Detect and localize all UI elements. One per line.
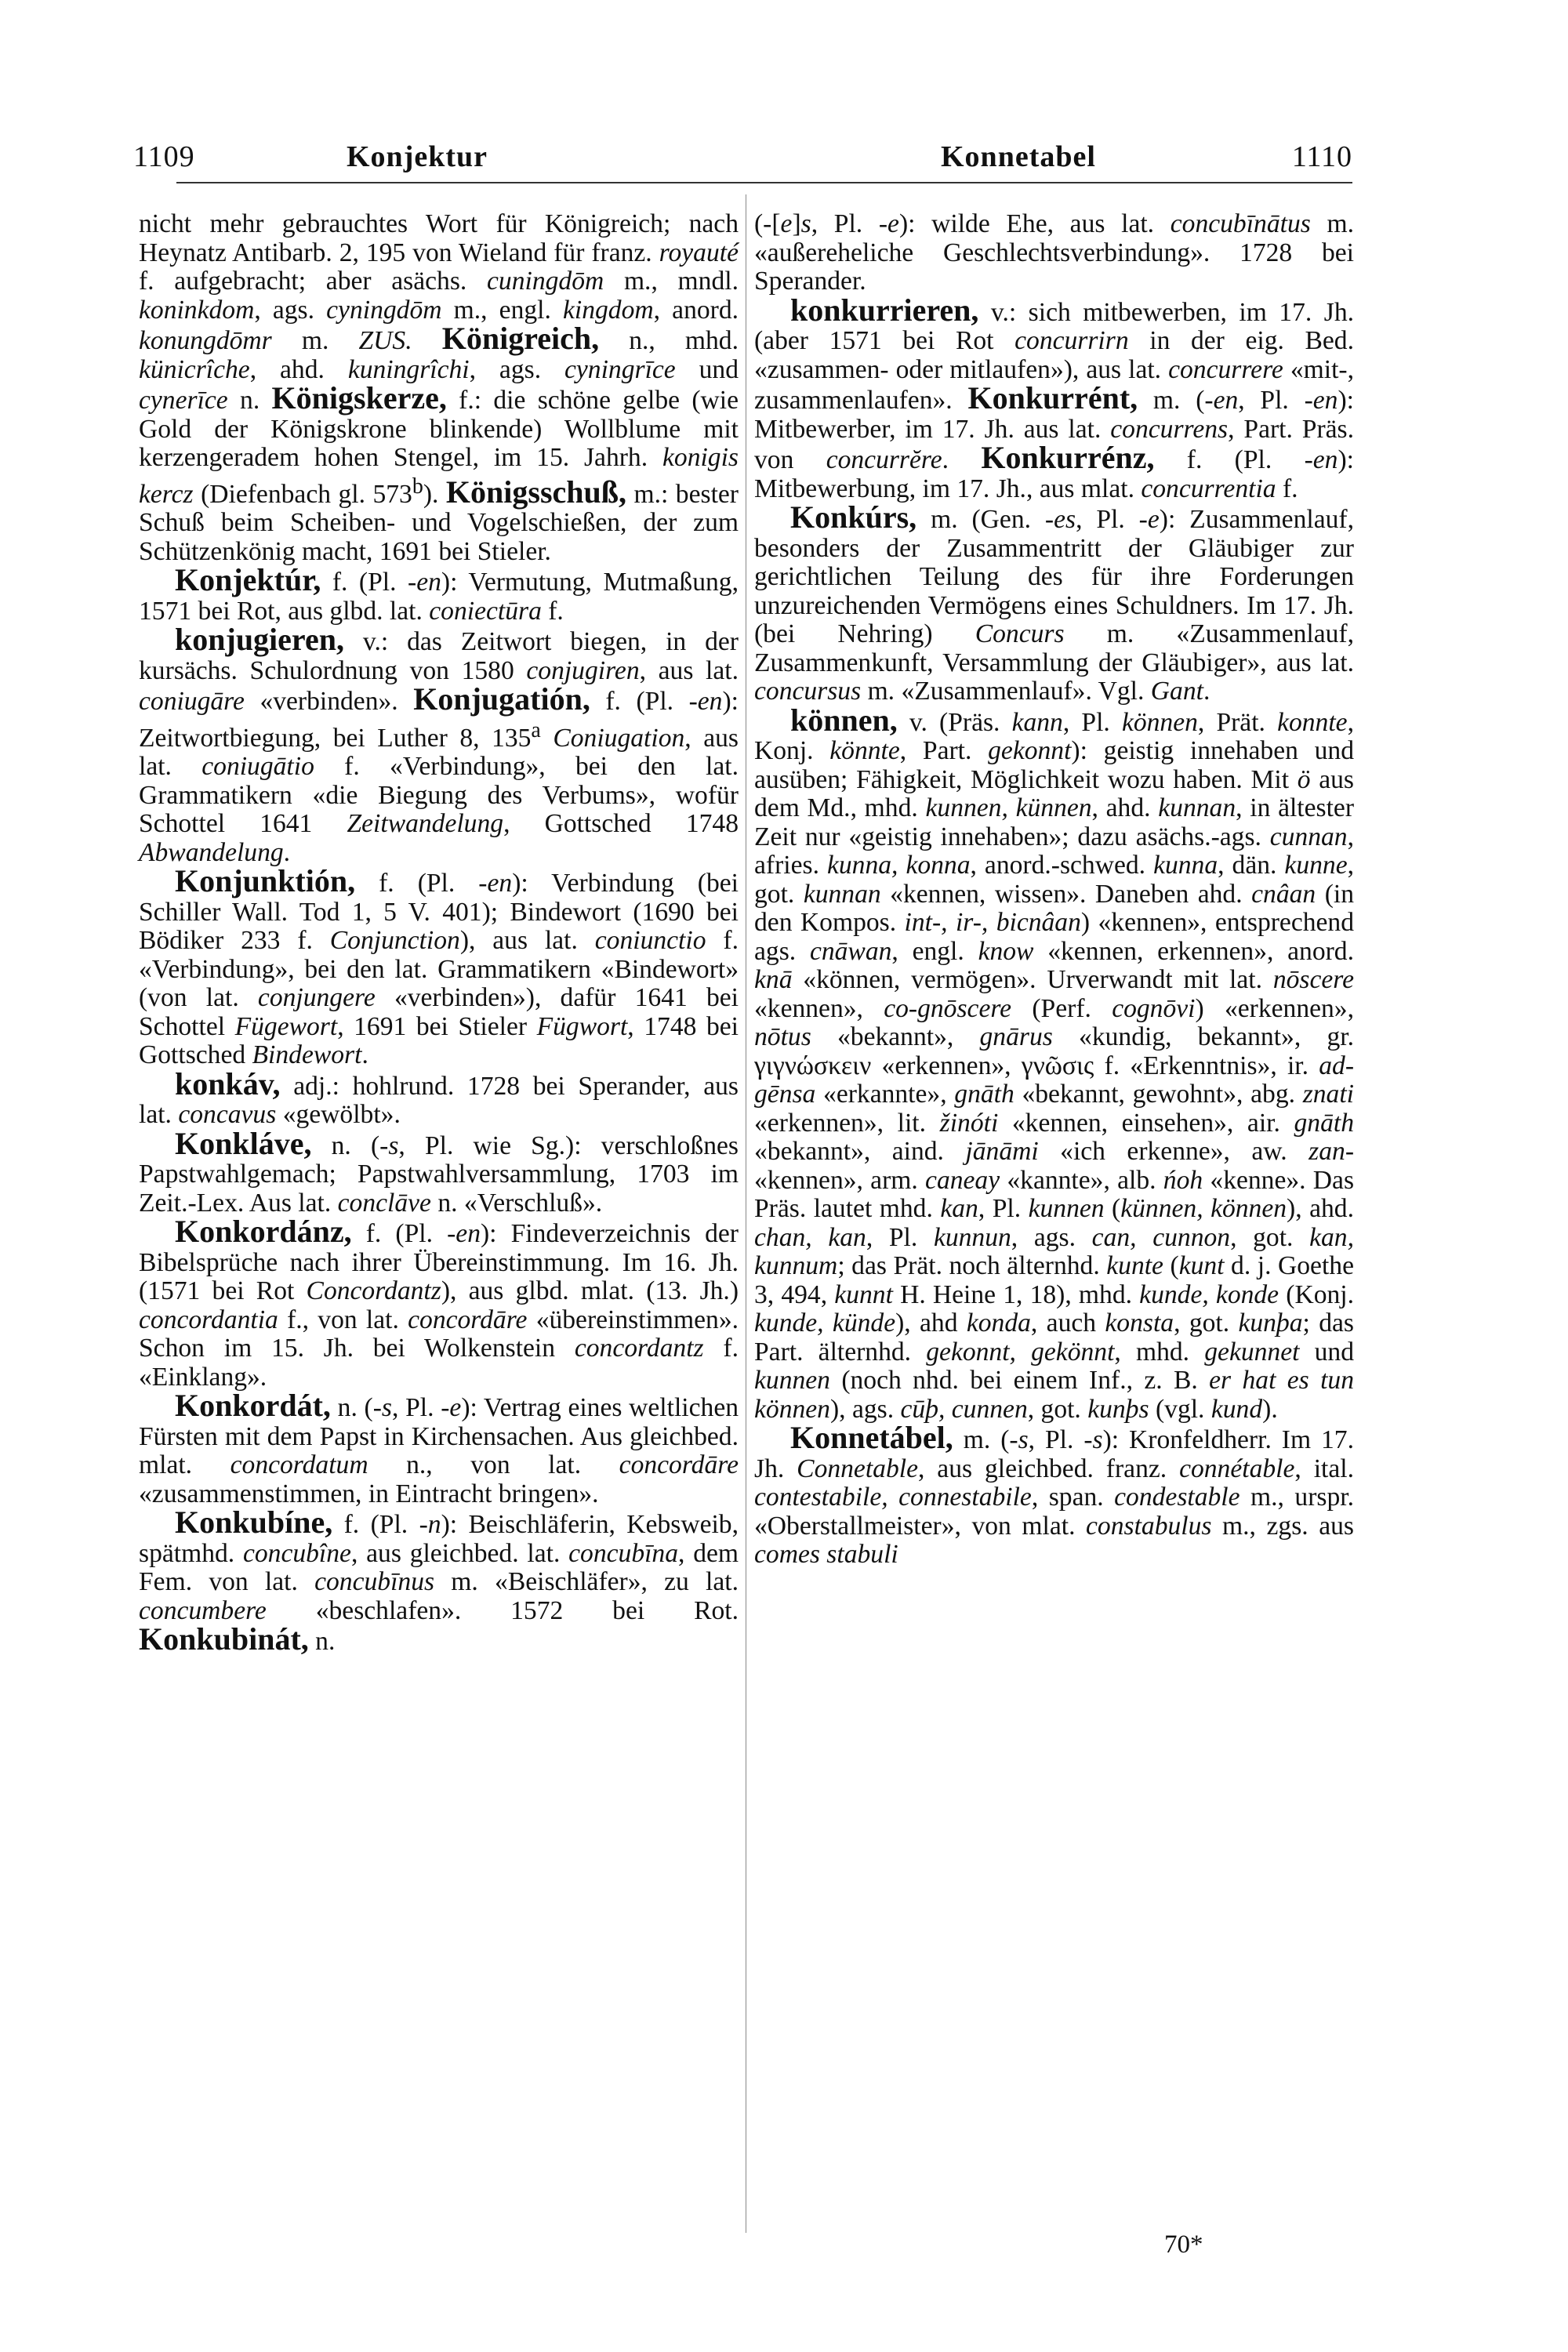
- headword: Konjugatión,: [413, 681, 590, 717]
- right-paragraph-2: Konkúrs, m. (Gen. -es, Pl. -e): Zusammenlauf, besonders der Zusammentritt der Gläubiger zur gerichtlichen Teilung des für ihre Forderungen unzureichenden Vermögens eines Schuldners. Im 17. Jh. (bei Nehring) Concurs m. «Zusammenlauf, Zusammenkunft, Versammlung der Gläubiger», aus lat. concursus m. «Zusammenlauf». Vgl. Gant.: [754, 499, 1354, 706]
- headword: Konkúrs,: [790, 499, 917, 535]
- headword: Konkordát,: [175, 1388, 331, 1424]
- headword: Konkubíne,: [175, 1504, 333, 1541]
- right-paragraph-1: konkurrieren, v.: sich mitbewerben, im 17. Jh. (aber 1571 bei Rot concurrirn in der eig. Bed. «zusammen- oder mitlaufen»), aus lat. concurrere «mit-, zusammenlaufen». Konkurrént, m. (-en, Pl. -en): Mitbewerber, im 17. Jh. aus lat. concurrens, Part. Präs. von concurrĕre. Konkurrénz, f. (Pl. -en): Mitbewerbung, im 17. Jh., aus mlat. concurrentia f.: [754, 292, 1354, 503]
- headword: Konkurrént,: [967, 380, 1138, 416]
- right-column: [754, 210, 1354, 1570]
- headword: Königreich,: [441, 321, 600, 356]
- headword: konkáv,: [175, 1065, 281, 1102]
- headword: Konnetábel,: [790, 1420, 953, 1455]
- left-column: [139, 210, 739, 1657]
- headword: können,: [790, 702, 898, 738]
- headword: konjugieren,: [175, 622, 344, 658]
- header-rule: [176, 182, 1352, 183]
- right-paragraph-4: Konnetábel, m. (-s, Pl. -s): Kronfeldherr. Im 17. Jh. Connetable, aus gleichbed. franz. connétable, ital. contestabile, connestabile, span. condestable m., urspr. «Oberstallmeister», von mlat. constabulus m., zgs. aus comes stabuli: [754, 1420, 1354, 1569]
- headword: Königsschuß,: [445, 474, 627, 510]
- catchword-right: Konnetabel: [941, 140, 1096, 173]
- headword: Königskerze,: [271, 380, 447, 416]
- left-paragraph-8: Konkubíne, f. (Pl. -n): Beischläferin, Kebsweib, spätmhd. concubîne, aus gleichbed. lat. concubīna, dem Fem. von lat. concubīnus m. «Beischläfer», zu lat. concumbere «beschlafen». 1572 bei Rot. Konkubinát, n.: [139, 1504, 739, 1657]
- left-paragraph-3: Konjunktión, f. (Pl. -en): Verbindung (bei Schiller Wall. Tod 1, 5 V. 401); Bindewort (1690 bei Bödiker 233 f. Conjunction), aus lat. coniunctio f. «Verbindung», bei den lat. Grammatikern «Bindewort» (von lat. conjungere «verbinden»), dafür 1641 bei Schottel Fügewort, 1691 bei Stieler Fügwort, 1748 bei Gottsched Bindewort.: [139, 863, 739, 1070]
- left-paragraph-4: konkáv, adj.: hohlrund. 1728 bei Sperander, aus lat. concavus «gewölbt».: [139, 1065, 739, 1130]
- headword: Konkurrénz,: [981, 440, 1155, 475]
- headword: Konjektúr,: [175, 562, 321, 598]
- catchword-left: Konjektur: [347, 140, 488, 173]
- left-paragraph-7: Konkordát, n. (-s, Pl. -e): Vertrag eines weltlichen Fürsten mit dem Papst in Kirchensachen. Aus gleichbed. mlat. concordatum n., von lat. concordāre «zusammenstimmen, in Eintracht bringen».: [139, 1388, 739, 1508]
- running-head: [133, 140, 1352, 183]
- signature-mark: 70*: [1164, 2230, 1203, 2259]
- headword: konkurrieren,: [790, 292, 979, 328]
- right-paragraph-3: können, v. (Präs. kann, Pl. können, Prät. konnte, Konj. könnte, Part. gekonnt): geistig innehaben und ausüben; Fähigkeit, Möglichkeit wozu haben. Mit ö aus dem Md., mhd. kunnen, künnen, ahd. kunnan, in ältester Zeit nur «geistig innehaben»; dazu asächs.-ags. cunnan, afries. kunna, konna, anord.-schwed. kunna, dän. kunne, got. kunnan «kennen, wissen». Daneben ahd. cnâan (in den Kompos. int-, ir-, bicnâan) «kennen», entsprechend ags. cnāwan, engl. know «kennen, erkennen», anord. knā «können, vermögen». Urverwandt mit lat. nōscere «kennen», co-gnōscere (Perf. cognōvi) «erkennen», nōtus «bekannt», gnārus «kundig, bekannt», gr. γιγνώσκειν «erkennen», γνῶσις f. «Erkenntnis», ir. ad-gēnsa «erkannte», gnāth «bekannt, gewohnt», abg. znati «erkennen», lit. žinóti «kennen, einsehen», air. gnāth «bekannt», aind. jānāmi «ich erkenne», aw. zan- «kennen», arm. caneay «kannte», alb. ńoh «kenne». Das Präs. lautet mhd. kan, Pl. kunnen (künnen, können), ahd. chan, kan, Pl. kunnun, ags. can, cunnon, got. kan, kunnum; das Prät. noch älternhd. kunte (kunt d. j. Goethe 3, 494, kunnt H. Heine 1, 18), mhd. kunde, konde (Konj. kunde, künde), ahd konda, auch konsta, got. kunþa; das Part. älternhd. gekonnt, gekönnt, mhd. gekunnet und kunnen (noch nhd. bei einem Inf., z. B. er hat es tun können), ags. cūþ, cunnen, got. kunþs (vgl. kund).: [754, 702, 1355, 1424]
- headword: Konkubinát,: [139, 1621, 309, 1657]
- right-paragraph-0: (-[e]s, Pl. -e): wilde Ehe, aus lat. concubīnātus m. «außereheliche Geschlechtsverbindung». 1728 bei Sperander.: [754, 209, 1354, 296]
- headword: Konkordánz,: [175, 1214, 352, 1250]
- left-paragraph-6: Konkordánz, f. (Pl. -en): Findeverzeichnis der Bibelsprüche nach ihrer Übereinstimmung. Im 16. Jh. (1571 bei Rot Concordantz), aus glbd. mlat. (13. Jh.) concordantia f., von lat. concordāre «übereinstimmen». Schon im 15. Jh. bei Wolkenstein concordantz f. «Einklang».: [139, 1214, 739, 1392]
- headword: Konjunktión,: [175, 863, 356, 899]
- page-number-right: 1110: [1291, 140, 1352, 173]
- left-paragraph-5: Konkláve, n. (-s, Pl. wie Sg.): verschloßnes Papstwahlgemach; Papstwahlversammlung, 1703 im Zeit.-Lex. Aus lat. conclāve n. «Verschluß».: [139, 1125, 739, 1218]
- headword: Konkláve,: [175, 1125, 312, 1161]
- page-number-left: 1109: [133, 140, 195, 173]
- left-paragraph-2: konjugieren, v.: das Zeitwort biegen, in der kursächs. Schulordnung von 1580 conjugiren, aus lat. coniugāre «verbinden». Konjugatión, f. (Pl. -en): Zeitwortbiegung, bei Luther 8, 135$^a$ Coniugation, aus lat. coniugātio f. «Verbindung», bei den lat. Grammatikern «die Biegung des Verbums», wofür Schottel 1641 Zeitwandelung, Gottsched 1748 Abwandelung.: [139, 622, 739, 867]
- left-paragraph-1: Konjektúr, f. (Pl. -en): Vermutung, Mutmaßung, 1571 bei Rot, aus glbd. lat. coniectūra f.: [139, 562, 739, 626]
- left-paragraph-0: nicht mehr gebrauchtes Wort für Königreich; nach Heynatz Antibarb. 2, 195 von Wieland für franz. royauté f. aufgebracht; aber asächs. cuningdōm m., mndl. koninkdom, ags. cyningdōm m., engl. kingdom, anord. konungdōmr m. ZUS. Königreich, n., mhd. künicrîche, ahd. kuningrîchi, ags. cyningrīce und cynerīce n. Königskerze, f.: die schöne gelbe (wie Gold der Königskrone blinkende) Wollblume mit kerzengeradem hohen Stengel, im 15. Jahrh. konigis kercz (Diefenbach gl. 573$^b$). Königsschuß, m.: bester Schuß beim Scheiben- und Vogelschießen, der zum Schützenkönig macht, 1691 bei Stieler.: [139, 209, 739, 566]
